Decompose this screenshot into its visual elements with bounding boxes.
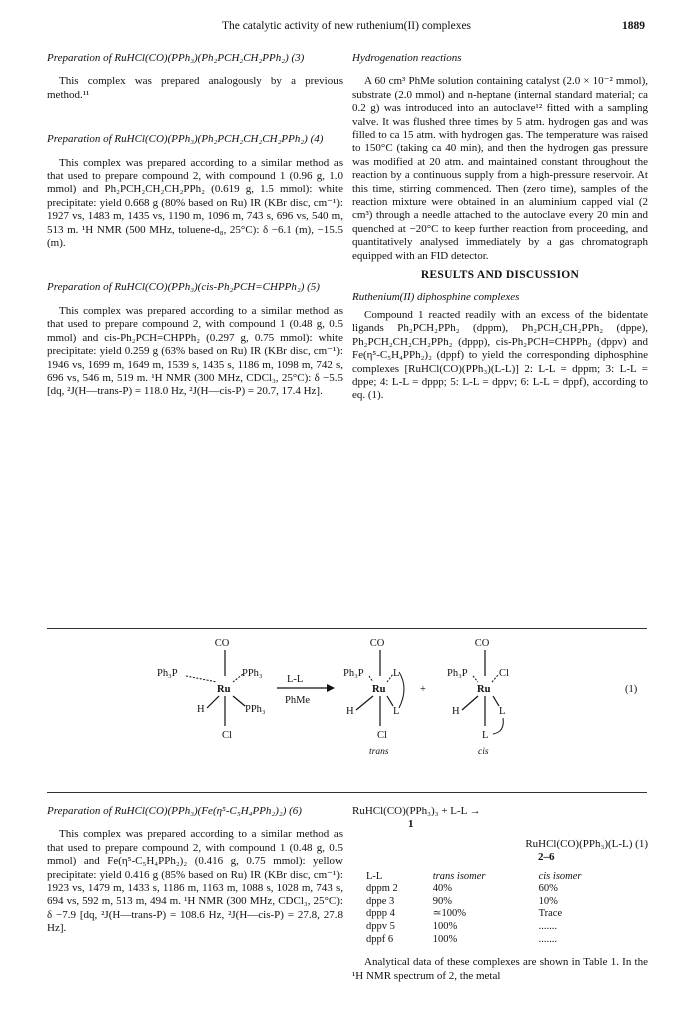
table-cell: 100%	[432, 921, 458, 932]
cl-label: Cl	[499, 668, 509, 679]
chelate-arc	[399, 672, 404, 708]
cl-label: Cl	[222, 730, 232, 741]
ru-label: Ru	[217, 684, 231, 695]
scheme-top-rule	[47, 628, 647, 629]
table-cell: .......	[538, 921, 557, 932]
pph3-label: PPh₃	[242, 668, 263, 679]
section-heading: Preparation of RuHCl(CO)(PPh₃)(Ph₂PCH₂CH₂PPh₂) (3)	[47, 52, 305, 64]
equation-compound-number: 1	[408, 818, 414, 831]
co-label: CO	[214, 638, 230, 649]
hydrogenation-body: A 60 cm³ PhMe solution containing catalyst (2.0 × 10⁻² mmol), substrate (2.0 mmol) and n-heptane (internal standard material; ca 0.2 g) was introduced into an autoclave¹² fitted with a sampling valve. It was flushed three times by 5 atm. hydrogen gas and was filled to ca 15 atm. with hydrogen gas. The temperature was raised to 150°C (taking ca 40 min), and then the hydrogen gas pressure was modified at 20 atm. and maintained constant throughout the reaction by a continuous supply from a high-pressure reservoir. At this time, stirring commenced. Then (zero time), samples of the reaction mixture were obtained in an aluminium capped vial (2 cm³) through a needle attached to the autoclave every 20 min and quenched at −20°C to keep further reaction from proceeding, and quantitatively analysed immediately by a gas chromatograph equipped with an FID detector.	[352, 75, 648, 262]
table-row	[366, 908, 626, 921]
results-title: RESULTS AND DISCUSSION	[420, 269, 580, 282]
chelate-arc	[493, 718, 503, 734]
bond-line	[233, 696, 245, 706]
table-header: L-L	[366, 870, 383, 882]
table-row	[366, 921, 626, 934]
bond-line	[186, 676, 217, 682]
table-cell: 10%	[538, 895, 558, 907]
trans-label: trans	[369, 747, 389, 757]
table-cell: dppp 4	[366, 908, 395, 920]
prep-section-5	[47, 281, 343, 398]
table-cell: 60%	[538, 883, 558, 895]
l-label: L	[393, 706, 400, 717]
table-row	[366, 896, 626, 909]
subsection-heading: Ruthenium(II) diphosphine complexes	[352, 290, 520, 303]
table-cell: 90%	[432, 895, 452, 907]
page-number: 1889	[622, 20, 645, 32]
right-column-bottom	[352, 805, 648, 983]
section-heading: Preparation of RuHCl(CO)(PPh₃)(Fe(η⁵-C₅H₄PPh₂)₂) (6)	[47, 805, 302, 817]
pph3-label: PPh₃	[245, 704, 266, 715]
equation-product-number: 2–6	[538, 851, 555, 864]
h-label: H	[197, 704, 205, 715]
table-cell: 100%	[432, 933, 458, 945]
section-body: This complex was prepared analogously by a previous method.¹¹	[47, 75, 343, 101]
cl-label: Cl	[377, 730, 387, 741]
section-body: This complex was prepared according to a similar method as that used to prepare compound 2, with compound 1 (0.48 g, 0.5 mmol) and cis-Ph₂PCH=CHPPh₂ (0.297 g, 0.75 mmol): white precipitate: yield 0.259 g (63% based on Ru) IR (KBr disc, cm⁻¹): 1946 vs, 1699 m, 1649 m, 1539 s, 1435 s, 1186 m, 1098 m, 742 s, 696 vs, 546 m, 519 m. ¹H NMR (300 MHz, CDCl₃, 25°C): δ −5.5 [dq, ²J(H—trans-P) = 118.0 Hz, ²J(H—cis-P) = 20.7, 17.4 Hz].	[47, 304, 343, 398]
running-title: The catalytic activity of new ruthenium(II) complexes	[221, 20, 472, 32]
prep-section-3	[47, 52, 343, 102]
l-label: L	[499, 706, 506, 717]
scheme-bottom-rule	[47, 792, 647, 793]
isomer-table	[366, 871, 626, 947]
running-header	[0, 20, 693, 38]
table-header-row	[366, 871, 626, 884]
bond-line	[462, 696, 478, 710]
results-body: Compound 1 reacted readily with an excess of the bidentate ligands Ph₂PCH₂PPh₂ (dppm), Ph₂PCH₂CH₂PPh₂ (dppe), Ph₂PCH₂CH₂CH₂PPh₂ (dppp), cis-Ph₂PCH=CHPPh₂ (dppv) and Fe(η⁵-C₅H₄PPh₂)₂ (dppf) to yield the corresponding diphosphine complexes [RuHCl(CO)(PPh₃)(L-L)] 2: L-L = dppm; 3: L-L = dppe; 4: L-L = dppp; 5: L-L = dppv; 6: L-L = dppf), according to eq. (1).	[352, 308, 648, 402]
section-body: Analytical data of these complexes are shown in Table 1. In the ¹H NMR spectrum of 2, the metal	[352, 956, 648, 982]
pph3-label: Ph₃P	[343, 668, 364, 679]
bond-line	[473, 676, 478, 682]
section-body: This complex was prepared according to a similar method as that used to prepare compound 2, with compound 1 (0.96 g, 1.0 mmol) and Ph₂PCH₂CH₂CH₂PPh₂ (0.619 g, 1.5 mmol): white precipitate: yield 0.668 g (80% based on Ru) IR (KBr disc, cm⁻¹): 1927 vs, 1483 m, 1435 vs, 1190 m, 1096 m, 743 s, 696 vs, 540 m, 513 m. ¹H NMR (500 MHz, toluene-d₈, 25°C): δ −6.1 (m), −15.5 (m).	[47, 156, 343, 250]
equation-product: RuHCl(CO)(PPh₃)(L-L) (1)	[525, 837, 648, 850]
co-label: CO	[474, 638, 490, 649]
section-heading: Preparation of RuHCl(CO)(PPh₃)(Ph₂PCH₂CH₂CH₂PPh₂) (4)	[47, 133, 324, 146]
table-cell: dppv 5	[366, 921, 395, 932]
table-cell: ≃100%	[432, 908, 467, 920]
bond-line	[207, 696, 219, 708]
table-row	[366, 883, 626, 896]
h-label: H	[346, 706, 354, 717]
section-heading: Hydrogenation reactions	[352, 52, 462, 64]
arrow-head	[327, 684, 335, 692]
arrow-reagent: L-L	[287, 674, 304, 685]
pph3-label: Ph₃P	[157, 668, 178, 679]
table-row	[366, 934, 626, 947]
cis-label: cis	[478, 747, 489, 757]
l-label: L	[393, 668, 400, 679]
left-column-top	[47, 52, 343, 410]
table-cell: dppe 3	[366, 895, 395, 907]
prep-section-4	[47, 133, 343, 250]
table-header: cis isomer	[538, 870, 582, 882]
bond-line	[369, 676, 373, 682]
plus-sign: +	[420, 684, 426, 695]
table-cell: Trace	[538, 908, 563, 920]
equation-line: RuHCl(CO)(PPh₃)₃ + L-L →	[352, 805, 481, 817]
bond-line	[387, 696, 393, 706]
pph3-label: Ph₃P	[447, 668, 468, 679]
bond-line	[356, 696, 373, 710]
bond-line	[493, 696, 499, 706]
section-body: This complex was prepared according to a similar method as that used to prepare compound 2, with compound 1 (0.48 g, 0.5 mmol) and Fe(η⁵-C₅H₄PPh₂)₂ (0.416 g, 0.75 mmol): yellow precipitate: yield 0.416 g (85% based on Ru) IR (KBr disc, cm⁻¹): 1923 vs, 1479 m, 1433 s, 1186 m, 1163 m, 1088 s, 1028 m, 743 s, 694 vs, 592 m, 513 m, 494 m. ¹H NMR (300 MHz, CDCl₃, 25°C): δ −7.9 [dq, ²J(H—trans-P) = 108.6 Hz, ²J(H—cis-P) = 27.8, 27.8 Hz].	[47, 828, 343, 935]
ru-label: Ru	[477, 684, 491, 695]
bond-line	[492, 674, 499, 682]
h-label: H	[452, 706, 460, 717]
co-label: CO	[369, 638, 385, 649]
table-cell: dppm 2	[366, 883, 398, 895]
left-column-bottom	[47, 805, 343, 936]
table-cell: dppf 6	[366, 933, 394, 945]
arrow-solvent: PhMe	[285, 695, 311, 706]
section-heading: Preparation of RuHCl(CO)(PPh₃)(cis-Ph₂PCH=CHPPh₂) (5)	[47, 281, 320, 294]
ru-label: Ru	[372, 684, 386, 695]
right-column-top	[352, 52, 648, 403]
equation-number: (1)	[625, 684, 638, 695]
l-label: L	[482, 730, 489, 741]
table-cell: .......	[538, 933, 557, 945]
reaction-scheme	[47, 632, 647, 777]
table-cell: 40%	[432, 883, 452, 895]
table-header: trans isomer	[432, 870, 486, 882]
